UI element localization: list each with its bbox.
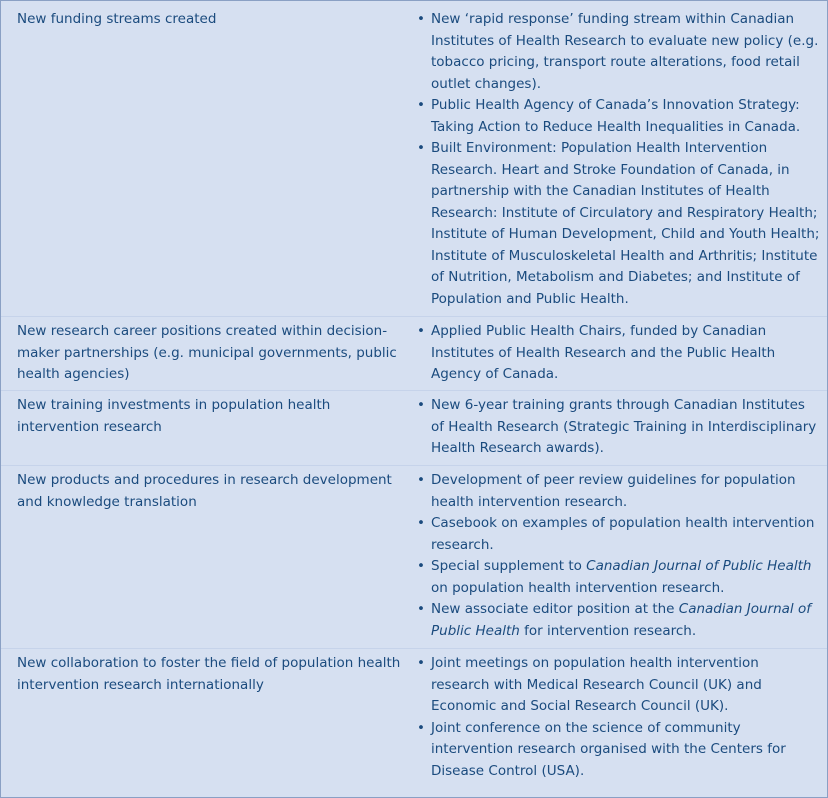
row-heading: New training investments in population health intervention research (17, 397, 331, 435)
row-heading: New products and procedures in research development and knowledge translation (17, 472, 392, 510)
list-item: • Development of peer review guidelines for population health intervention research. (417, 472, 796, 510)
bullet-list (415, 9, 820, 310)
bullet-icon: • (417, 515, 425, 531)
row-divider (1, 465, 827, 466)
list-item: • Built Environment: Population Health Intervention Research. Heart and Stroke Foundation of Canada, in partnership with the Canadian Institutes of Health Research: Institute of Circulatory and Respiratory Health; Institute of Human Development, Child and Youth Health; Institute of Musculoskeletal Health and Arthritis; Institute of Nutrition, Metabolism and Diabetes; and Institute of Population and Public Health. (417, 140, 820, 307)
list-item: • Joint conference on the science of community intervention research organised with the Centers for Disease Control (USA). (417, 719, 786, 779)
list-item: • New 6-year training grants through Canadian Institutes of Health Research (Strategic Training in Interdisciplinary Health Research awards). (417, 397, 817, 456)
bullet-list (415, 395, 820, 460)
list-item: • Applied Public Health Chairs, funded by Canadian Institutes of Health Research and the Public Health Agency of Canada. (417, 323, 776, 382)
row-divider (1, 390, 827, 391)
bullet-icon: • (417, 397, 425, 413)
bullet-icon: • (417, 472, 425, 488)
row-heading: New collaboration to foster the field of population health intervention research internationally (17, 655, 401, 693)
row-heading: New research career positions created within decision-maker partnerships (e.g. municipal governments, public health agencies) (17, 323, 397, 382)
bullet-icon: • (417, 719, 425, 736)
bullet-list (415, 321, 820, 386)
list-item: • New ‘rapid response’ funding stream within Canadian Institutes of Health Research to evaluate new policy (e.g. tobacco pricing, transport route alterations, food retail outlet changes). (417, 11, 819, 92)
bullet-icon: • (417, 97, 425, 113)
bullet-list (415, 653, 820, 782)
bullet-icon: • (417, 11, 425, 27)
list-item: • New associate editor position at the Canadian Journal of Public Health for intervention research. (417, 601, 811, 639)
journal-title: Canadian Journal of Public Health (586, 558, 812, 574)
bullet-list (415, 470, 820, 642)
list-item: • Public Health Agency of Canada’s Innovation Strategy: Taking Action to Reduce Health Inequalities in Canada. (417, 97, 801, 135)
bullet-icon: • (417, 140, 425, 156)
row-divider (1, 648, 827, 649)
bullet-icon: • (417, 601, 425, 617)
row-heading: New funding streams created (17, 11, 217, 27)
list-item: • Casebook on examples of population health intervention research. (417, 515, 815, 553)
bullet-icon: • (417, 323, 425, 339)
list-item: • Special supplement to Canadian Journal of Public Health on population health intervention research. (417, 558, 812, 596)
row-divider (1, 316, 827, 317)
journal-title: Canadian Journal of Public Health (431, 601, 811, 639)
bullet-icon: • (417, 558, 425, 574)
list-item: • Joint meetings on population health intervention research with Medical Research Council (UK) and Economic and Social Research Council (UK). (417, 655, 762, 714)
bullet-icon: • (417, 655, 425, 671)
